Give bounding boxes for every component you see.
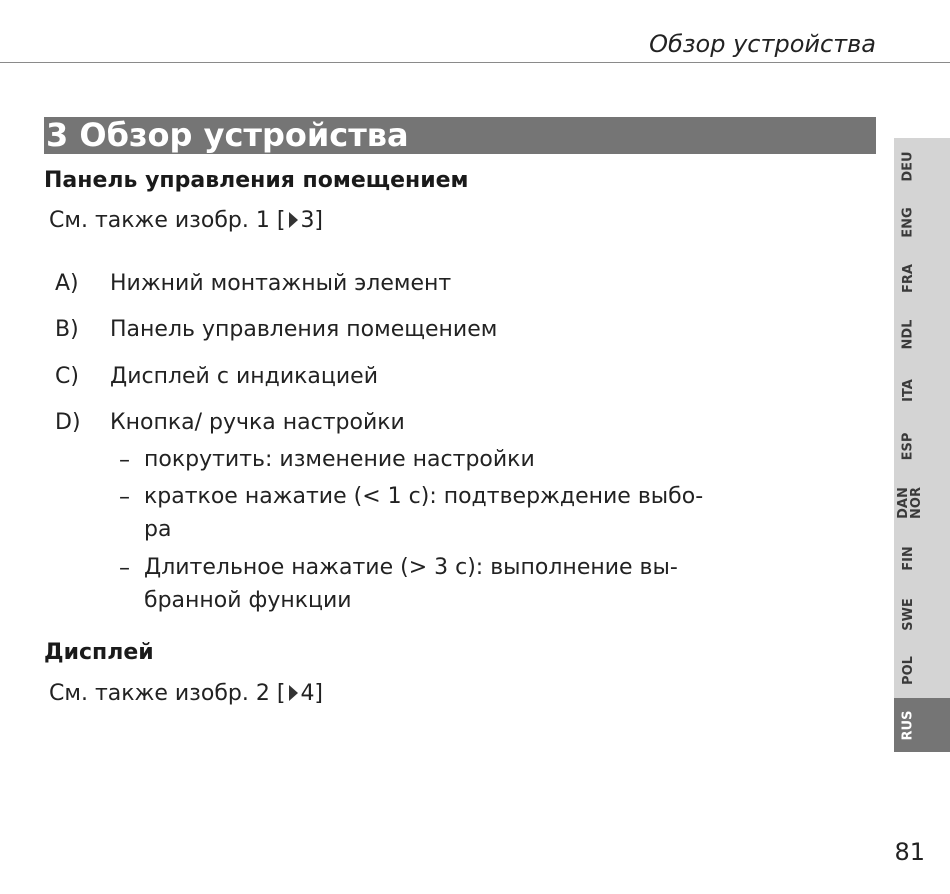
item-letter: A)	[55, 271, 79, 296]
lang-tab-deu[interactable]: DEU	[900, 150, 916, 182]
item-letter: B)	[55, 317, 79, 342]
item-text: Нижний монтажный элемент	[110, 271, 452, 296]
item-text: Панель управления помещением	[110, 317, 498, 342]
lang-tab-pol[interactable]: POL	[900, 655, 916, 685]
sub-item-text-continued: ра	[144, 517, 172, 542]
reference-page: 3]	[300, 208, 324, 233]
section-heading-display: Дисплей	[44, 640, 154, 665]
lang-tab-ita[interactable]: ITA	[900, 378, 916, 402]
arrow-right-icon	[289, 212, 298, 228]
dash: –	[119, 448, 130, 473]
lang-tab-rus-active[interactable]: RUS	[894, 698, 950, 752]
item-letter: D)	[55, 410, 81, 435]
dash: –	[119, 556, 130, 581]
reference-page: 4]	[300, 681, 324, 706]
chapter-title: 3 Обзор устройства	[46, 116, 409, 154]
lang-tab-dan-nor[interactable]: DAN NOR	[896, 487, 924, 519]
sub-item-text: покрутить: изменение настройки	[144, 447, 535, 472]
sub-item-text-continued: бранной функции	[144, 588, 352, 613]
reference-prefix: См. также изобр. 2 [	[49, 681, 286, 706]
item-text: Кнопка/ ручка настройки	[110, 410, 405, 435]
lang-tab-esp[interactable]: ESP	[900, 432, 916, 460]
lang-tab-swe[interactable]: SWE	[900, 597, 916, 631]
reference-prefix: См. также изобр. 1 [	[49, 208, 286, 233]
sub-item-text: Длительное нажатие (> 3 с): выполнение вы-	[144, 555, 678, 580]
dash: –	[119, 485, 130, 510]
item-text: Дисплей с индикацией	[110, 364, 379, 389]
language-tabs	[894, 138, 950, 752]
lang-tab-eng[interactable]: ENG	[900, 206, 916, 238]
figure-reference-1[interactable]	[49, 208, 323, 233]
lang-tab-fra[interactable]: FRA	[900, 263, 916, 293]
item-letter: C)	[55, 364, 79, 389]
arrow-right-icon	[289, 685, 298, 701]
section-heading-control-panel: Панель управления помещением	[44, 168, 469, 193]
sub-item-text: краткое нажатие (< 1 с): подтверждение выбо-	[144, 484, 704, 509]
running-head: Обзор устройства	[649, 30, 876, 58]
chapter-title-bar	[44, 117, 876, 154]
lang-tab-ndl[interactable]: NDL	[900, 319, 916, 349]
lang-tab-fin[interactable]: FIN	[900, 545, 916, 571]
figure-reference-2[interactable]	[49, 681, 323, 706]
page-number: 81	[894, 838, 925, 866]
header-rule	[0, 62, 950, 63]
